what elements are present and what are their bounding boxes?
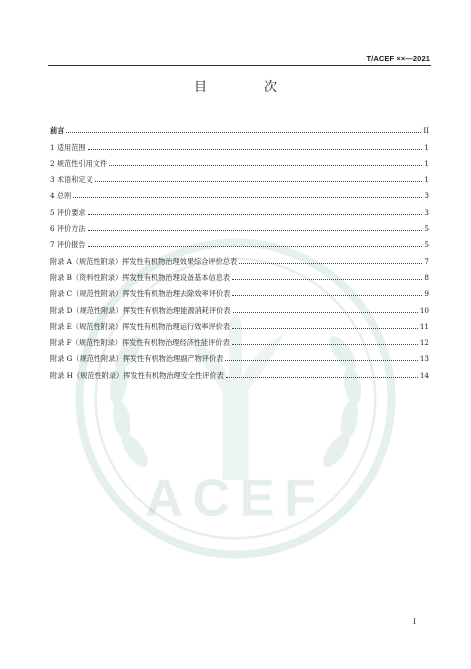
- toc-entry-label: 附录 C（规范性附录）挥发性有机物治理去除效率评价表: [50, 289, 231, 299]
- toc-entry-page: 11: [419, 321, 429, 331]
- toc-entry[interactable]: [50, 168, 429, 184]
- toc-entry-page: 1: [424, 158, 429, 168]
- toc-dot-leader: [88, 214, 423, 215]
- toc-entry-label: 附录 B（资料性附录）挥发性有机物治理设备基本信息表: [50, 272, 231, 282]
- toc-entry[interactable]: [50, 266, 429, 282]
- toc-entry-label: 2 规范性引用文件: [50, 158, 108, 168]
- toc-dot-leader: [239, 263, 422, 264]
- toc-entry[interactable]: [50, 315, 429, 331]
- toc-entry[interactable]: [50, 152, 429, 168]
- toc-entry[interactable]: [50, 119, 429, 135]
- toc-entry[interactable]: [50, 200, 429, 216]
- toc-entry-page: 12: [419, 338, 429, 348]
- toc-entry-page: 5: [424, 240, 429, 250]
- toc-dot-leader: [232, 328, 418, 329]
- toc-entry-label: 6 评价方法: [50, 224, 86, 234]
- toc-entry-page: 13: [419, 354, 429, 364]
- toc-dot-leader: [226, 377, 418, 378]
- toc-dot-leader: [232, 295, 422, 296]
- toc-entry[interactable]: [50, 282, 429, 298]
- toc-entry-page: 5: [424, 224, 429, 234]
- toc-entry-page: 1: [424, 175, 429, 185]
- standard-code: T/ACEF ××—2021: [366, 54, 430, 63]
- toc-dot-leader: [232, 344, 418, 345]
- watermark-text: ACEF: [145, 469, 326, 528]
- toc-entry-label: 前言: [50, 126, 65, 136]
- toc-entry-page: 7: [424, 256, 429, 266]
- toc-dot-leader: [66, 132, 421, 133]
- toc-entry-label: 4 总则: [50, 191, 72, 201]
- toc-dot-leader: [88, 149, 423, 150]
- toc-title: 目 次: [193, 80, 299, 95]
- toc-entry-label: 5 评价要求: [50, 207, 86, 217]
- toc-entry[interactable]: [50, 347, 429, 363]
- toc-entry-label: 附录 A（规范性附录）挥发性有机物治理效果综合评价总表: [50, 256, 238, 266]
- toc-entry[interactable]: [50, 249, 429, 265]
- toc-entry[interactable]: [50, 217, 429, 233]
- toc-entry[interactable]: [50, 233, 429, 249]
- toc-entry-page: 9: [424, 289, 429, 299]
- toc-entry[interactable]: [50, 135, 429, 151]
- toc-entry-page: 3: [424, 207, 429, 217]
- page-number: I: [413, 617, 416, 626]
- toc-entry-page: II: [423, 126, 429, 136]
- toc-entry-label: 3 术语和定义: [50, 175, 93, 185]
- toc-entry[interactable]: [50, 363, 429, 379]
- toc-entry-label: 附录 F（规范性附录）挥发性有机物治理经济性能评价表: [50, 338, 230, 348]
- toc-dot-leader: [225, 360, 418, 361]
- toc-dot-leader: [233, 312, 418, 313]
- toc-entry[interactable]: [50, 184, 429, 200]
- toc-entry-label: 附录 G（规范性附录）挥发性有机物治理副产物评价表: [50, 354, 224, 364]
- toc-dot-leader: [73, 197, 422, 198]
- toc-dot-leader: [95, 181, 423, 182]
- toc-entry-page: 10: [419, 305, 429, 315]
- toc-dot-leader: [232, 279, 422, 280]
- toc-entry-label: 附录 D（规范性附录）挥发性有机物治理能源消耗评价表: [50, 305, 231, 315]
- toc-entry-page: 8: [424, 272, 429, 282]
- toc-entry[interactable]: [50, 298, 429, 314]
- toc-dot-leader: [88, 246, 423, 247]
- toc-list: [50, 119, 429, 380]
- toc-dot-leader: [109, 165, 422, 166]
- toc-entry-page: 1: [424, 142, 429, 152]
- toc-dot-leader: [88, 230, 423, 231]
- toc-entry-page: 14: [419, 370, 429, 380]
- toc-entry[interactable]: [50, 331, 429, 347]
- toc-entry-label: 1 适用范围: [50, 142, 86, 152]
- toc-entry-page: 3: [424, 191, 429, 201]
- toc-entry-label: 7 评价报告: [50, 240, 86, 250]
- toc-entry-label: 附录 E（规范性附录）挥发性有机物治理运行效率评价表: [50, 321, 231, 331]
- toc-entry-label: 附录 H（规范性附录）挥发性有机物治理安全性评价表: [50, 370, 224, 380]
- header-rule: [48, 65, 431, 66]
